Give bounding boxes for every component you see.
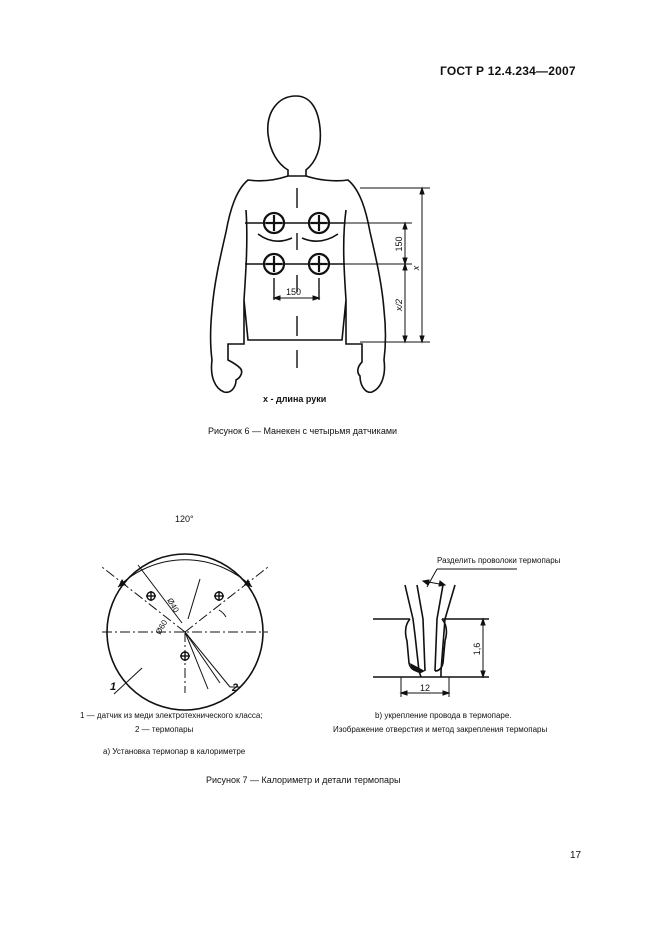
document-header: ГОСТ Р 12.4.234—2007: [440, 64, 576, 78]
figure6-caption: Рисунок 6 — Манекен с четырьмя датчиками: [208, 426, 398, 436]
subcaption-a: а) Установка термопар в калориметре: [103, 747, 246, 756]
legend-item-2: 2 — термопары: [135, 725, 194, 734]
sensor-bottom-left: [264, 254, 284, 274]
dim-1-6: 1,6: [472, 642, 482, 656]
mannequin-head: [268, 96, 321, 176]
figure-7a-calorimeter: [80, 505, 310, 705]
figure7-caption: Рисунок 7 — Калориметр и детали термопары: [206, 775, 401, 785]
dia-60: Ø60: [153, 618, 170, 636]
mannequin-body: [211, 176, 386, 392]
subcaption-b-2: Изображение отверстия и метод закрепления термопары: [333, 725, 548, 734]
marker-2: 2: [232, 682, 239, 694]
dim-x: x: [411, 265, 421, 271]
dim-150-v: 150: [394, 236, 404, 252]
dia-40: Ø40: [165, 596, 181, 615]
angle-label: 120°: [175, 514, 194, 524]
sensor-top-left: [264, 213, 284, 233]
marker-1: 1: [110, 681, 117, 693]
figure6-legend: x - длина руки: [263, 394, 327, 404]
dim-x2: x/2: [394, 298, 404, 312]
figure-6-mannequin: [0, 0, 661, 420]
dim-12: 12: [420, 683, 431, 693]
subcaption-b-1: b) укрепление провода в термопаре.: [375, 711, 512, 720]
figure-7b-thermocouple: [365, 545, 561, 705]
dim-150-h: 150: [286, 287, 302, 297]
legend-item-1: 1 — датчик из меди электротехнического класса;: [80, 711, 263, 720]
page-number: 17: [570, 850, 582, 861]
callout-line: Разделить проволоки термопары: [437, 556, 561, 565]
